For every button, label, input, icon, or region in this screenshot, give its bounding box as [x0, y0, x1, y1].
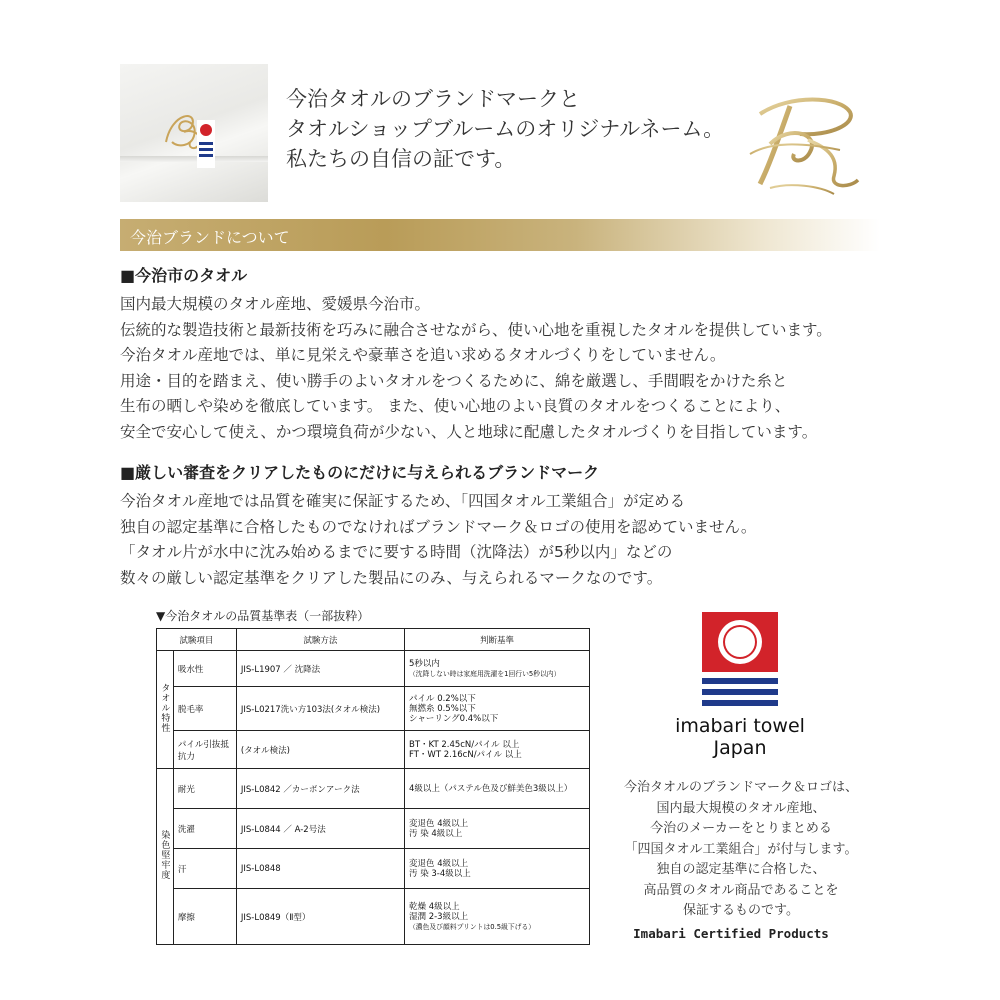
table-row: [157, 889, 590, 945]
table-row: [157, 809, 590, 849]
logo-description: [596, 778, 886, 922]
table-header-row: [157, 629, 590, 651]
table-row: [157, 731, 590, 769]
cell-item: 洗濯: [173, 809, 236, 849]
description-line: 高品質のタオル商品であることを: [643, 882, 839, 898]
table-row: [157, 687, 590, 731]
criteria-line: 変退色 4級以上: [409, 858, 469, 869]
cell-item: 脱毛率: [173, 687, 236, 731]
cell-criteria: [405, 849, 590, 889]
table-row: [157, 849, 590, 889]
group-label-cell: [157, 651, 174, 769]
cell-criteria: [405, 687, 590, 731]
group-label: 染色堅牢度: [159, 830, 170, 880]
cell-method: JIS-L0842 ／カーボンアーク法: [236, 769, 404, 809]
cell-item: 吸水性: [173, 651, 236, 687]
cell-method: JIS-L0849（Ⅱ型）: [236, 889, 404, 945]
quality-table-title: ▼今治タオルの品質基準表（一部抜粋）: [156, 609, 370, 623]
criteria-line: 湿潤 2-3級以上: [409, 911, 469, 922]
wordmark-line: imabari towel: [675, 715, 805, 737]
paragraph-line: 独自の認定基準に合格したものでなければブランドマーク＆ロゴの使用を認めていません。: [120, 517, 757, 536]
cell-method: (タオル検法): [236, 731, 404, 769]
description-line: 今治のメーカーをとりまとめる: [650, 821, 832, 836]
logo-stripe: [702, 678, 778, 684]
cell-criteria: [405, 889, 590, 945]
description-line: 今治タオルのブランドマーク＆ロゴは、: [623, 780, 858, 795]
certified-products-label: Imabari Certified Products: [633, 926, 829, 941]
block1-heading: ■今治市のタオル: [120, 266, 248, 285]
br-monogram-logo: [730, 84, 880, 204]
cell-method: JIS-L1907 ／ 沈降法: [236, 651, 404, 687]
cell-criteria: [405, 769, 590, 809]
cell-method: JIS-L0217洗い方103法(タオル検法): [236, 687, 404, 731]
block2-paragraph: [120, 489, 756, 591]
description-line: 独自の認定基準に合格した、: [656, 862, 826, 877]
section-title: 今治ブランドについて: [130, 228, 290, 247]
cell-item: 汗: [173, 849, 236, 889]
table-row: [157, 769, 590, 809]
paragraph-line: 生布の晒しや染めを徹底しています。 また、使い心地のよい良質のタオルをつくることにより、: [120, 397, 791, 415]
cell-item: パイル引抜抵抗力: [173, 731, 236, 769]
criteria-line: 4級以上（パステル色及び鮮美色3級以上）: [409, 783, 573, 794]
section-header-bar: [120, 219, 880, 251]
paragraph-line: 数々の厳しい認定基準をクリアした製品にのみ、与えられるマークなのです。: [120, 568, 663, 587]
cell-item: 摩擦: [173, 889, 236, 945]
table-row: [157, 651, 590, 687]
paragraph-line: 伝統的な製造技術と最新技術を巧みに融合させながら、使い心地を重視したタオルを提供しています。: [120, 320, 832, 339]
cell-criteria: [405, 731, 590, 769]
paragraph-line: 今治タオル産地では、単に見栄えや豪華さを追い求めるタオルづくりをしていません。: [120, 346, 726, 364]
wordmark-line: Japan: [713, 737, 767, 759]
logo-stripe: [702, 700, 778, 706]
imabari-mini-tag-icon: [197, 120, 215, 168]
imabari-logo-wordmark: [640, 715, 840, 759]
criteria-line: シャーリング0.4%以下: [409, 713, 499, 724]
block2-heading: ■厳しい審査をクリアしたものにだけに与えられるブランドマーク: [120, 463, 600, 482]
hero-line: 私たちの自信の証です。: [286, 147, 516, 171]
criteria-line: 汚 染 3-4級以上: [409, 868, 471, 879]
paragraph-line: 安全で安心して使え、かつ環境負荷が少ない、人と地球に配慮したタオルづくりを目指しています。: [120, 422, 818, 441]
hero-line: 今治タオルのブランドマークと: [286, 87, 580, 111]
cell-method: JIS-L0848: [236, 849, 404, 889]
criteria-line: （沈降しない時は家庭用洗濯を1回行い5秒以内）: [409, 669, 561, 678]
quality-standards-table: [156, 628, 590, 945]
block1-paragraph: [120, 292, 832, 445]
header-criteria: 判断基準: [405, 629, 590, 651]
hero-message: [286, 84, 746, 174]
description-line: 保証するものです。: [683, 903, 799, 918]
paragraph-line: 「タオル片が水中に沈み始めるまでに要する時間（沈降法）が5秒以内」などの: [120, 543, 673, 561]
criteria-line: 変退色 4級以上: [409, 818, 469, 829]
paragraph-line: 今治タオル産地では品質を確実に保証するため、「四国タオル工業組合」が定める: [120, 492, 686, 510]
cell-method: JIS-L0844 ／ A-2号法: [236, 809, 404, 849]
cell-criteria: [405, 651, 590, 687]
criteria-line: FT・WT 2.16cN/パイル 以上: [409, 749, 522, 760]
criteria-line: 5秒以内: [409, 658, 440, 669]
criteria-line: BT・KT 2.45cN/パイル 以上: [409, 739, 520, 750]
header-test-method: 試験方法: [236, 629, 404, 651]
paragraph-line: 国内最大規模のタオル産地、愛媛県今治市。: [120, 295, 431, 313]
description-line: 「四国タオル工業組合」が付与します。: [624, 841, 858, 857]
hero-line: タオルショップブルームのオリジナルネーム。: [286, 117, 725, 141]
towel-photo: [120, 64, 268, 202]
group-label-cell: [157, 769, 174, 945]
imabari-towel-logo: [702, 612, 778, 708]
criteria-line: 無撚糸 0.5%以下: [409, 703, 476, 714]
description-line: 国内最大規模のタオル産地、: [656, 800, 826, 816]
criteria-line: 乾燥 4級以上: [409, 901, 460, 912]
paragraph-line: 用途・目的を踏まえ、使い勝手のよいタオルをつくるために、綿を厳選し、手間暇をかけた糸と: [120, 371, 788, 390]
header-test-item: 試験項目: [157, 629, 237, 651]
criteria-line: 汚 染 4級以上: [409, 828, 463, 839]
cell-criteria: [405, 809, 590, 849]
criteria-line: （濃色及び顔料プリントは0.5級下げる）: [409, 922, 536, 931]
logo-stripe: [702, 689, 778, 695]
cell-item: 耐光: [173, 769, 236, 809]
group-label: タオル特性: [159, 683, 170, 733]
criteria-line: パイル 0.2%以下: [409, 693, 476, 704]
